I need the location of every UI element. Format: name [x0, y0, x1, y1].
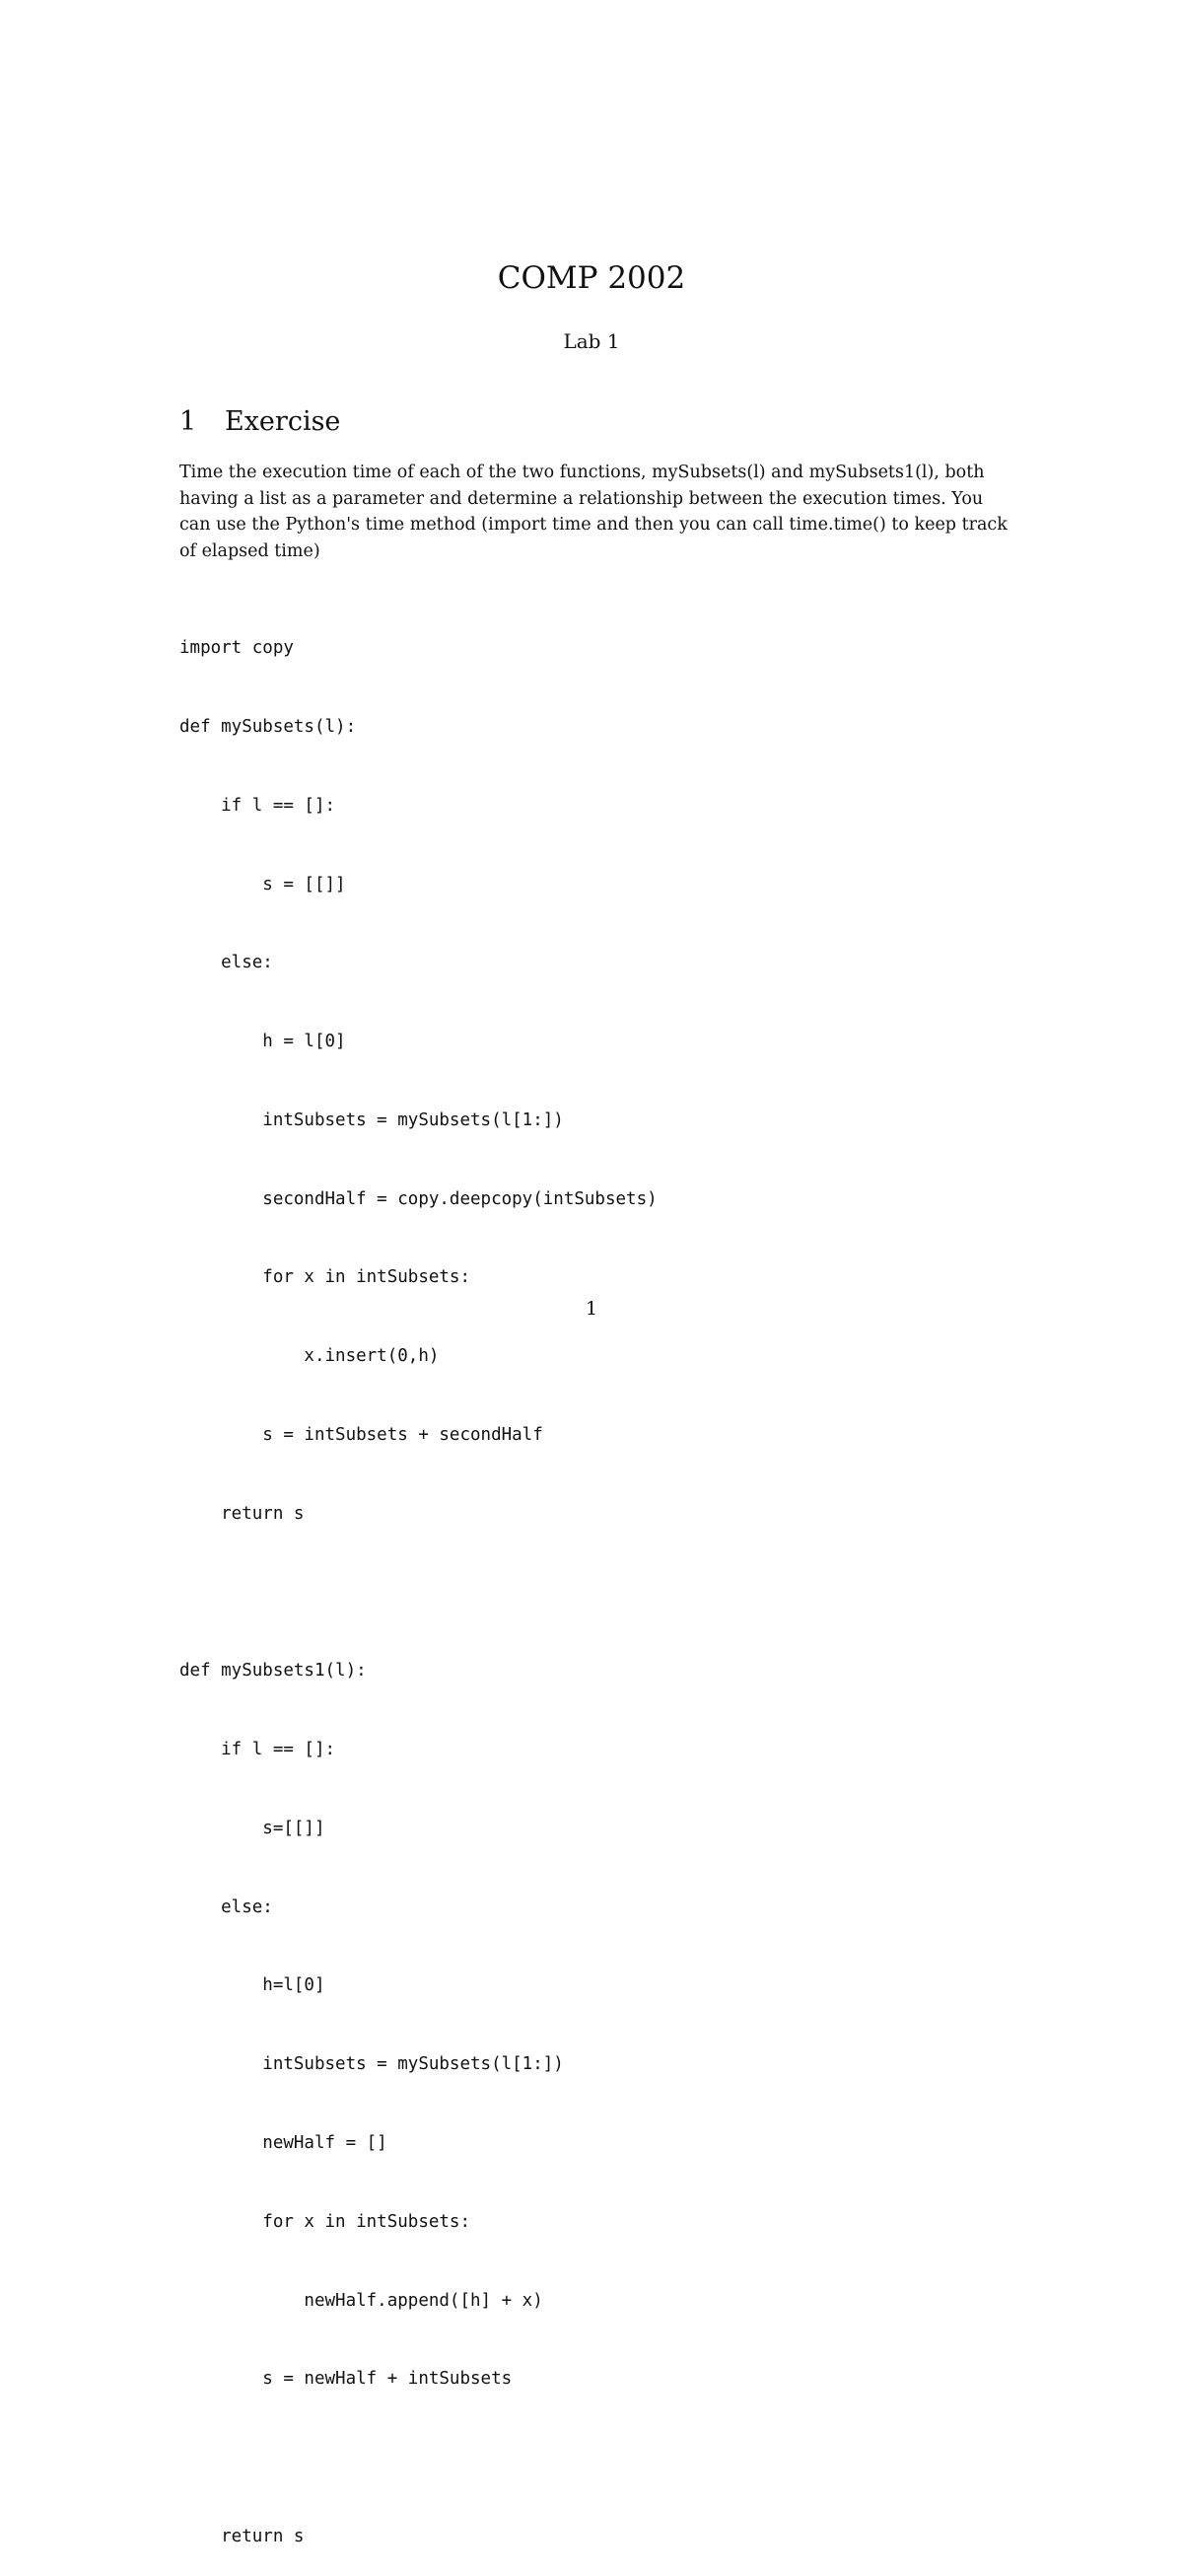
- code-line: intSubsets = mySubsets(l[1:]): [179, 1109, 564, 1130]
- code-line: h = l[0]: [179, 1032, 346, 1052]
- code-line: for x in intSubsets:: [179, 1267, 471, 1288]
- lab-subtitle: Lab 1: [563, 329, 620, 353]
- code-line: import copy: [179, 638, 294, 659]
- code-line: secondHalf = copy.deepcopy(intSubsets): [179, 1188, 658, 1209]
- code-line: def mySubsets(l):: [179, 716, 357, 737]
- code-line: x.insert(0,h): [179, 1346, 440, 1367]
- code-line: newHalf = []: [179, 2133, 387, 2154]
- code-line: if l == []:: [179, 795, 336, 816]
- exercise-description: Time the execution time of each of the two functions, mySubsets(l) and mySubsets1(l), both having a list as a parameter and determine a relationship between the execution times. You can use the Python's time method (import time and then you can call time.time() to keep track of elapsed time): [179, 463, 1008, 561]
- code-line: else:: [179, 1896, 273, 1917]
- code-line: def mySubsets1(l):: [179, 1661, 367, 1682]
- section-heading: [179, 404, 340, 440]
- code-line: s=[[]]: [179, 1818, 325, 1838]
- code-line: else:: [179, 953, 273, 973]
- code-line: h=l[0]: [179, 1975, 325, 1996]
- page-number: 1: [585, 1298, 598, 1320]
- code-line: [179, 2445, 1027, 2471]
- code-line: return s: [179, 1503, 305, 1524]
- page-title: COMP 2002: [497, 260, 686, 296]
- code-line: s = [[]]: [179, 874, 346, 894]
- section-number: 1: [179, 406, 197, 437]
- code-line: newHalf.append([h] + x): [179, 2290, 543, 2311]
- code-line: s = intSubsets + secondHalf: [179, 1425, 543, 1445]
- code-line: [179, 1580, 1027, 1607]
- code-line: intSubsets = mySubsets(l[1:]): [179, 2054, 564, 2075]
- code-line: for x in intSubsets:: [179, 2211, 471, 2232]
- code-line: if l == []:: [179, 1740, 336, 1760]
- code-line: return s: [179, 2526, 305, 2546]
- code-block: [179, 583, 1027, 2576]
- code-line: s = newHalf + intSubsets: [179, 2369, 513, 2390]
- section-title: Exercise: [225, 406, 341, 437]
